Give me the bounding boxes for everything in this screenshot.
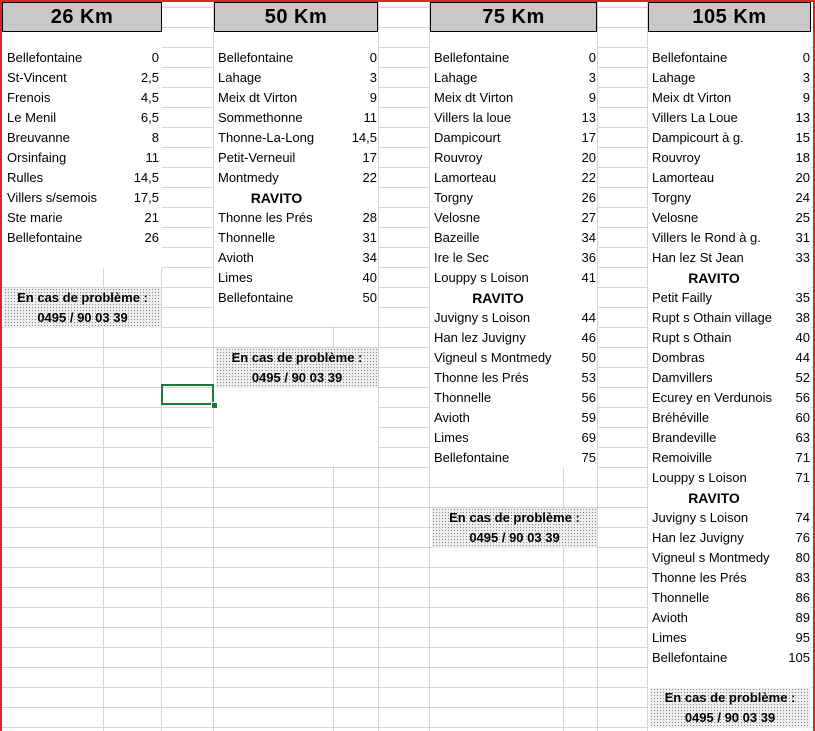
stop-km-cell[interactable]: 20 xyxy=(581,150,596,165)
stop-name-cell[interactable]: Velosne xyxy=(652,210,699,225)
stop-km-cell[interactable]: 56 xyxy=(581,390,596,405)
stop-name-cell[interactable]: Louppy s Loison xyxy=(652,470,747,485)
ravito-label[interactable]: RAVITO xyxy=(688,490,740,506)
stop-name-cell[interactable]: Juvigny s Loison xyxy=(434,310,531,325)
stop-km-cell[interactable]: 0 xyxy=(369,50,377,65)
stop-name-cell[interactable]: St-Vincent xyxy=(7,70,67,85)
stop-name-cell[interactable]: Thonnelle xyxy=(652,590,710,605)
notice-label: En cas de problème : xyxy=(449,510,580,525)
stop-km-cell[interactable]: 74 xyxy=(795,510,810,525)
stop-km-cell[interactable]: 9 xyxy=(802,90,810,105)
stop-km-cell[interactable]: 0 xyxy=(151,50,159,65)
stop-km-cell[interactable]: 34 xyxy=(362,250,377,265)
stop-km-cell[interactable]: 11 xyxy=(145,150,159,165)
stop-name-cell[interactable]: Ste marie xyxy=(7,210,63,225)
stop-km-cell[interactable]: 31 xyxy=(795,230,810,245)
stop-name-cell[interactable]: Rouvroy xyxy=(652,150,701,165)
stop-km-cell[interactable]: 60 xyxy=(795,410,810,425)
stop-name-cell[interactable]: Breuvanne xyxy=(7,130,70,145)
stop-name-cell[interactable]: Meix dt Virton xyxy=(218,90,298,105)
stop-km-cell[interactable]: 3 xyxy=(369,70,377,85)
stop-name-cell[interactable]: Rouvroy xyxy=(434,150,483,165)
stop-km-cell[interactable]: 95 xyxy=(795,630,810,645)
stop-name-cell[interactable]: Bellefontaine xyxy=(434,50,510,65)
stop-name-cell[interactable]: Villers s/semois xyxy=(7,190,98,205)
stop-name-cell[interactable]: Torgny xyxy=(652,190,692,205)
stop-km-cell[interactable]: 26 xyxy=(581,190,596,205)
stop-name-cell[interactable]: Orsinfaing xyxy=(7,150,67,165)
stop-km-cell[interactable]: 44 xyxy=(581,310,596,325)
stop-km-cell[interactable]: 14,5 xyxy=(351,130,377,145)
stop-km-cell[interactable]: 0 xyxy=(802,50,810,65)
stop-name-cell[interactable]: Rupt s Othain village xyxy=(652,310,772,325)
stop-km-cell[interactable]: 59 xyxy=(581,410,596,425)
stop-km-cell[interactable]: 4,5 xyxy=(140,90,159,105)
stop-name-cell[interactable]: Lahage xyxy=(434,70,478,85)
stop-km-cell[interactable]: 27 xyxy=(581,210,596,225)
notice-label: En cas de problème : xyxy=(17,290,148,305)
stop-name-cell[interactable]: Dampicourt xyxy=(434,130,501,145)
stop-km-cell[interactable]: 13 xyxy=(581,110,596,125)
stop-name-cell[interactable]: Bellefontaine xyxy=(7,50,83,65)
stop-km-cell[interactable]: 71 xyxy=(795,470,810,485)
stop-name-cell[interactable]: Thonne les Prés xyxy=(218,210,313,225)
stop-km-cell[interactable]: 18 xyxy=(795,150,810,165)
stop-km-cell[interactable]: 22 xyxy=(362,170,377,185)
stop-km-cell[interactable]: 24 xyxy=(795,190,810,205)
stop-name-cell[interactable]: Ecurey en Verdunois xyxy=(652,390,772,405)
stop-name-cell[interactable]: Limes xyxy=(218,270,253,285)
stop-name-cell[interactable]: Vigneul s Montmedy xyxy=(652,550,770,565)
stop-km-cell[interactable]: 40 xyxy=(795,330,810,345)
stop-name-cell[interactable]: Thonnelle xyxy=(434,390,492,405)
stop-km-cell[interactable]: 53 xyxy=(581,370,596,385)
stop-km-cell[interactable]: 28 xyxy=(362,210,377,225)
stop-name-cell[interactable]: Montmedy xyxy=(218,170,279,185)
emergency-notice-75km[interactable] xyxy=(432,508,597,548)
stop-km-cell[interactable]: 31 xyxy=(362,230,377,245)
stop-name-cell[interactable]: Lamorteau xyxy=(434,170,497,185)
stop-name-cell[interactable]: Remoiville xyxy=(652,450,712,465)
stop-name-cell[interactable]: Thonne les Prés xyxy=(434,370,529,385)
stop-name-cell[interactable]: Bellefontaine xyxy=(218,290,294,305)
emergency-notice-26km[interactable] xyxy=(4,288,161,328)
notice-label: En cas de problème : xyxy=(231,350,363,365)
stop-name-cell[interactable]: Le Menil xyxy=(7,110,57,125)
stop-km-cell[interactable]: 26 xyxy=(144,230,159,245)
ravito-label[interactable]: RAVITO xyxy=(688,270,740,286)
notice-label: En cas de problème : xyxy=(664,690,796,705)
stop-name-cell[interactable]: Vigneul s Montmedy xyxy=(434,350,552,365)
stop-name-cell[interactable]: Dampicourt à g. xyxy=(652,130,744,145)
emergency-notice-105km[interactable] xyxy=(650,688,810,728)
blank-area-50km xyxy=(214,386,378,466)
stop-km-cell[interactable]: 86 xyxy=(795,590,810,605)
stop-name-cell[interactable]: Rupt s Othain xyxy=(652,330,732,345)
stop-km-cell[interactable]: 9 xyxy=(369,90,377,105)
stop-km-cell[interactable]: 22 xyxy=(581,170,596,185)
stop-km-cell[interactable]: 76 xyxy=(795,530,810,545)
stop-name-cell[interactable]: Bellefontaine xyxy=(652,50,728,65)
stop-name-cell[interactable]: Bellefontaine xyxy=(652,650,728,665)
stop-name-cell[interactable]: Han lez Juvigny xyxy=(434,330,526,345)
stop-name-cell[interactable]: Avioth xyxy=(652,610,688,625)
notice-phone: 0495 / 90 03 39 xyxy=(251,370,343,385)
stop-km-cell[interactable]: 56 xyxy=(795,390,810,405)
stop-name-cell[interactable]: Meix dt Virton xyxy=(434,90,514,105)
stop-name-cell[interactable]: Velosne xyxy=(434,210,481,225)
stop-name-cell[interactable]: Damvillers xyxy=(652,370,713,385)
stop-km-cell[interactable]: 71 xyxy=(795,450,810,465)
stop-name-cell[interactable]: Louppy s Loison xyxy=(434,270,529,285)
ravito-label[interactable]: RAVITO xyxy=(472,290,524,306)
stop-km-cell[interactable]: 44 xyxy=(795,350,810,365)
stop-name-cell[interactable]: Brandeville xyxy=(652,430,717,445)
stop-name-cell[interactable]: Bellefontaine xyxy=(434,450,510,465)
stop-km-cell[interactable]: 80 xyxy=(795,550,810,565)
fill-handle[interactable] xyxy=(211,402,218,409)
stop-name-cell[interactable]: Avioth xyxy=(434,410,470,425)
stop-km-cell[interactable]: 89 xyxy=(795,610,810,625)
notice-phone: 0495 / 90 03 39 xyxy=(684,710,776,725)
stop-km-cell[interactable]: 2,5 xyxy=(140,70,159,85)
stop-name-cell[interactable]: Villers le Rond à g. xyxy=(652,230,761,245)
stop-km-cell[interactable]: 46 xyxy=(581,330,596,345)
stop-km-cell[interactable]: 69 xyxy=(581,430,596,445)
stop-name-cell[interactable]: Lahage xyxy=(652,70,696,85)
stop-name-cell[interactable]: Dombras xyxy=(652,350,705,365)
stop-km-cell[interactable]: 8 xyxy=(151,130,159,145)
stop-km-cell[interactable]: 17,5 xyxy=(133,190,159,205)
stop-name-cell[interactable]: Thonne-La-Long xyxy=(218,130,315,145)
header-26km[interactable]: 26 Km xyxy=(2,2,162,32)
stop-km-cell[interactable]: 52 xyxy=(795,370,810,385)
stop-name-cell[interactable]: Limes xyxy=(652,630,687,645)
active-cell-selection[interactable] xyxy=(161,384,214,405)
stop-name-cell[interactable]: Villers la loue xyxy=(434,110,512,125)
stop-name-cell[interactable]: Juvigny s Loison xyxy=(652,510,749,525)
stop-name-cell[interactable]: Bellefontaine xyxy=(218,50,294,65)
stop-name-cell[interactable]: Thonnelle xyxy=(218,230,276,245)
stop-km-cell[interactable]: 50 xyxy=(581,350,596,365)
stop-km-cell[interactable]: 13 xyxy=(795,110,810,125)
stop-km-cell[interactable]: 3 xyxy=(588,70,596,85)
stop-name-cell[interactable]: Bréhéville xyxy=(652,410,710,425)
stop-km-cell[interactable]: 15 xyxy=(795,130,810,145)
stop-km-cell[interactable]: 17 xyxy=(581,130,596,145)
stop-name-cell[interactable]: Frenois xyxy=(7,90,51,105)
stop-km-cell[interactable]: 83 xyxy=(795,570,810,585)
stop-km-cell[interactable]: 9 xyxy=(588,90,596,105)
stop-name-cell[interactable]: Meix dt Virton xyxy=(652,90,732,105)
stop-km-cell[interactable]: 25 xyxy=(795,210,810,225)
header-50km[interactable]: 50 Km xyxy=(214,2,378,32)
stop-km-cell[interactable]: 105 xyxy=(788,650,810,665)
header-105km[interactable]: 105 Km xyxy=(648,2,811,32)
stop-name-cell[interactable]: Petit-Verneuil xyxy=(218,150,296,165)
stop-km-cell[interactable]: 34 xyxy=(581,230,596,245)
stop-km-cell[interactable]: 33 xyxy=(795,250,810,265)
stop-name-cell[interactable]: Torgny xyxy=(434,190,474,205)
stop-km-cell[interactable]: 50 xyxy=(362,290,377,305)
stop-name-cell[interactable]: Lahage xyxy=(218,70,262,85)
stop-name-cell[interactable]: Bazeille xyxy=(434,230,480,245)
stop-km-cell[interactable]: 41 xyxy=(581,270,596,285)
stop-km-cell[interactable]: 17 xyxy=(362,150,377,165)
stop-km-cell[interactable]: 21 xyxy=(144,210,159,225)
notice-phone: 0495 / 90 03 39 xyxy=(469,530,560,545)
header-75km[interactable]: 75 Km xyxy=(430,2,597,32)
stop-name-cell[interactable]: Bellefontaine xyxy=(7,230,83,245)
stop-km-cell[interactable]: 75 xyxy=(581,450,596,465)
stop-name-cell[interactable]: Avioth xyxy=(218,250,254,265)
stop-name-cell[interactable]: Thonne les Prés xyxy=(652,570,747,585)
notice-phone: 0495 / 90 03 39 xyxy=(37,310,128,325)
stop-name-cell[interactable]: Lamorteau xyxy=(652,170,715,185)
stop-km-cell[interactable]: 11 xyxy=(363,110,377,125)
stop-name-cell[interactable]: Petit Failly xyxy=(652,290,712,305)
stop-name-cell[interactable]: Sommethonne xyxy=(218,110,303,125)
stop-name-cell[interactable]: Han lez Juvigny xyxy=(652,530,744,545)
stop-name-cell[interactable]: Limes xyxy=(434,430,469,445)
stop-name-cell[interactable]: Ire le Sec xyxy=(434,250,489,265)
ravito-label[interactable]: RAVITO xyxy=(250,190,303,206)
stop-km-cell[interactable]: 63 xyxy=(795,430,810,445)
stop-km-cell[interactable]: 40 xyxy=(362,270,377,285)
stop-name-cell[interactable]: Villers La Loue xyxy=(652,110,738,125)
stop-km-cell[interactable]: 3 xyxy=(802,70,810,85)
stop-name-cell[interactable]: Han lez St Jean xyxy=(652,250,744,265)
stop-km-cell[interactable]: 36 xyxy=(581,250,596,265)
stop-km-cell[interactable]: 20 xyxy=(795,170,810,185)
stop-km-cell[interactable]: 35 xyxy=(795,290,810,305)
stop-km-cell[interactable]: 38 xyxy=(795,310,810,325)
stop-name-cell[interactable]: Rulles xyxy=(7,170,44,185)
stop-km-cell[interactable]: 14,5 xyxy=(133,170,159,185)
stop-km-cell[interactable]: 0 xyxy=(588,50,596,65)
emergency-notice-50km[interactable] xyxy=(216,348,378,388)
stop-km-cell[interactable]: 6,5 xyxy=(140,110,159,125)
